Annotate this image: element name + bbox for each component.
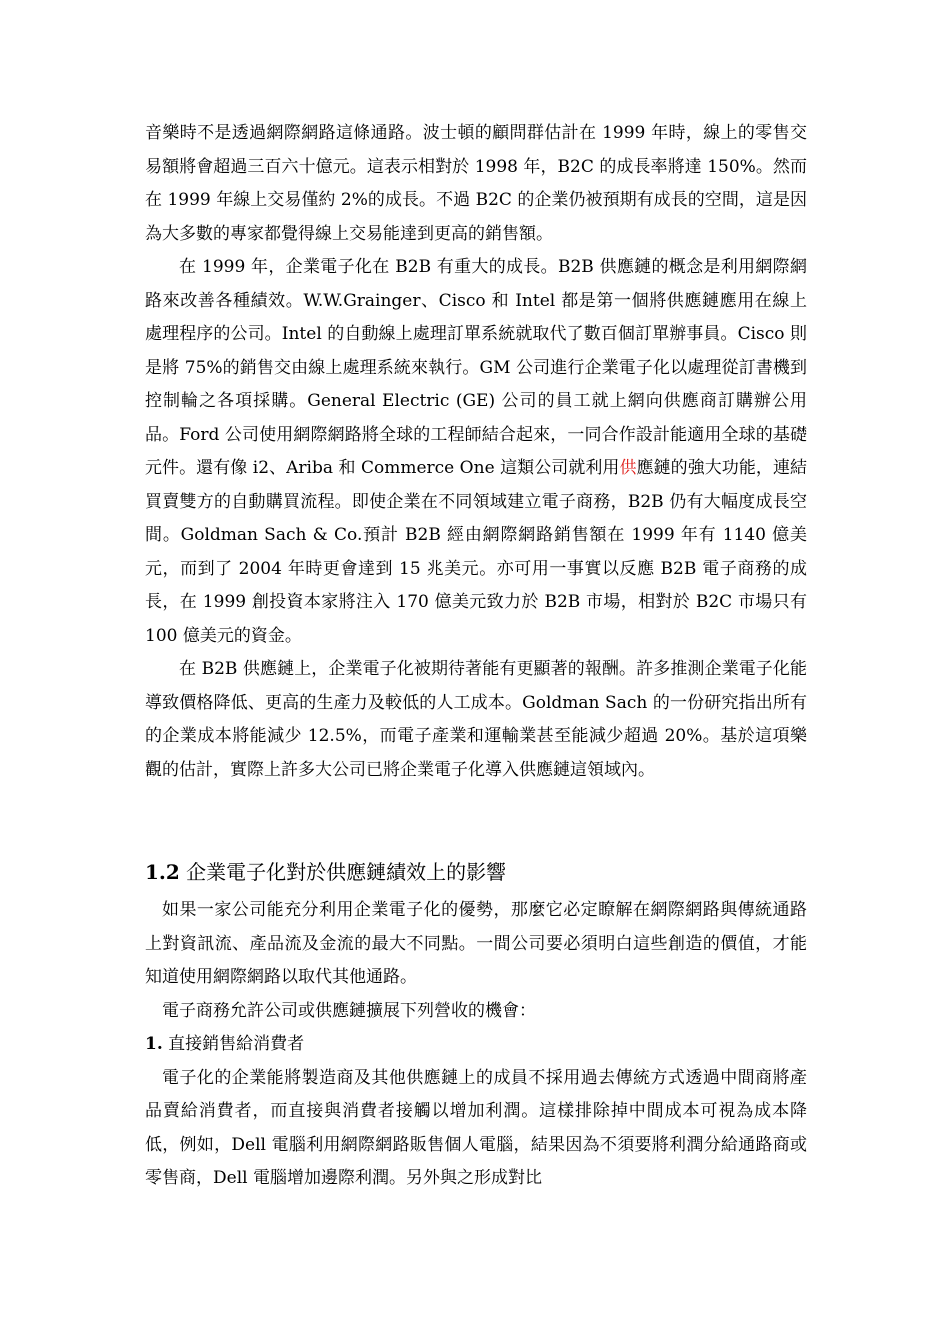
paragraph-revenue-opportunities: 電子商務允許公司或供應鏈擴展下列營收的機會：	[162, 1000, 536, 1021]
section-number: 1.2	[145, 860, 180, 884]
paragraph-b2b-returns: 在 B2B 供應鏈上，企業電子化被期待著能有更顯著的報酬。許多推測企業電子化能導致價格降低、更高的生產力及較低的人工成本。Goldman Sach 的一份研究指出所有的企業成本將能減少 12.5%，而電子產業和運輸業甚至能減少超過 20%。基於這項樂觀的估計，實際上許多大公司已將企業電子化導入供應鏈這領域內。	[145, 659, 807, 780]
paragraph-b2b-growth-part1: 在 1999 年，企業電子化在 B2B 有重大的成長。B2B 供應鏈的概念是利用網際網路來改善各種績效。W.W.Grainger、Cisco 和 Intel 都是第一個將供應鏈應用在線上處理程序的公司。Intel 的自動線上處理訂單系統就取代了數百個訂單辦事員。Cisco 則是將 75%的銷售交由線上處理系統來執行。GM 公司進行企業電子化以處理從訂書機到控制輪之各項採購。General Electric (GE) 公司的員工就上網向供應商訂購辦公用品。Ford 公司使用網際網路將全球的工程師結合起來，一同合作設計能適用全球的基礎元件。還有像 i2、Ariba 和 Commerce One 這類公司就利用	[145, 257, 807, 478]
text-block-top	[145, 117, 807, 787]
paragraph-online-retail: 音樂時不是透過網際網路這條通路。波士頓的顧問群估計在 1999 年時，線上的零售交易額將會超過三百六十億元。這表示相對於 1998 年，B2C 的成長率將達 150%。然而在 1999 年線上交易僅約 2%的成長。不過 B2C 的企業仍被預期有成長的空間，這是因為大多數的專家都覺得線上交易能達到更高的銷售額。	[145, 123, 807, 244]
section-heading	[145, 857, 807, 887]
text-block-section	[145, 894, 807, 1196]
list-item-heading	[145, 1028, 807, 1062]
paragraph-b2b-growth-part2: 應鏈的強大功能，連結買賣雙方的自動購買流程。即使企業在不同領域建立電子商務，B2B 仍有大幅度成長空間。Goldman Sach & Co.預計 B2B 經由網際網路銷售額在 1999 年有 1140 億美元，而到了 2004 年時更會達到 15 兆美元。亦可用一事實以反應 B2B 電子商務的成長，在 1999 創投資本家將注入 170 億美元致力於 B2B 市場，相對於 B2C 市場只有 100 億美元的資金。	[145, 458, 808, 646]
list-item-title: 直接銷售給消費者	[168, 1034, 305, 1054]
paragraph-direct-sales: 電子化的企業能將製造商及其他供應鏈上的成員不採用過去傳統方式透過中間商將產品賣給消費者，而直接與消費者接觸以增加利潤。這樣排除掉中間成本可視為成本降低，例如，Dell 電腦利用網際網路販售個人電腦，結果因為不須要將利潤分給通路商或零售商，Dell 電腦增加邊際利潤。另外與之形成對比	[145, 1067, 807, 1188]
section-title: 企業電子化對於供應鏈績效上的影響	[186, 860, 507, 884]
list-item-number: 1.	[145, 1034, 163, 1054]
highlighted-character: 供	[619, 458, 637, 478]
paragraph-b2b-growth	[145, 251, 807, 653]
paragraph-ebusiness-advantage: 如果一家公司能充分利用企業電子化的優勢，那麼它必定瞭解在網際網路與傳統通路上對資訊流、產品流及金流的最大不同點。一間公司要必須明白這些創造的價值，才能知道使用網際網路以取代其他通路。	[145, 900, 807, 987]
